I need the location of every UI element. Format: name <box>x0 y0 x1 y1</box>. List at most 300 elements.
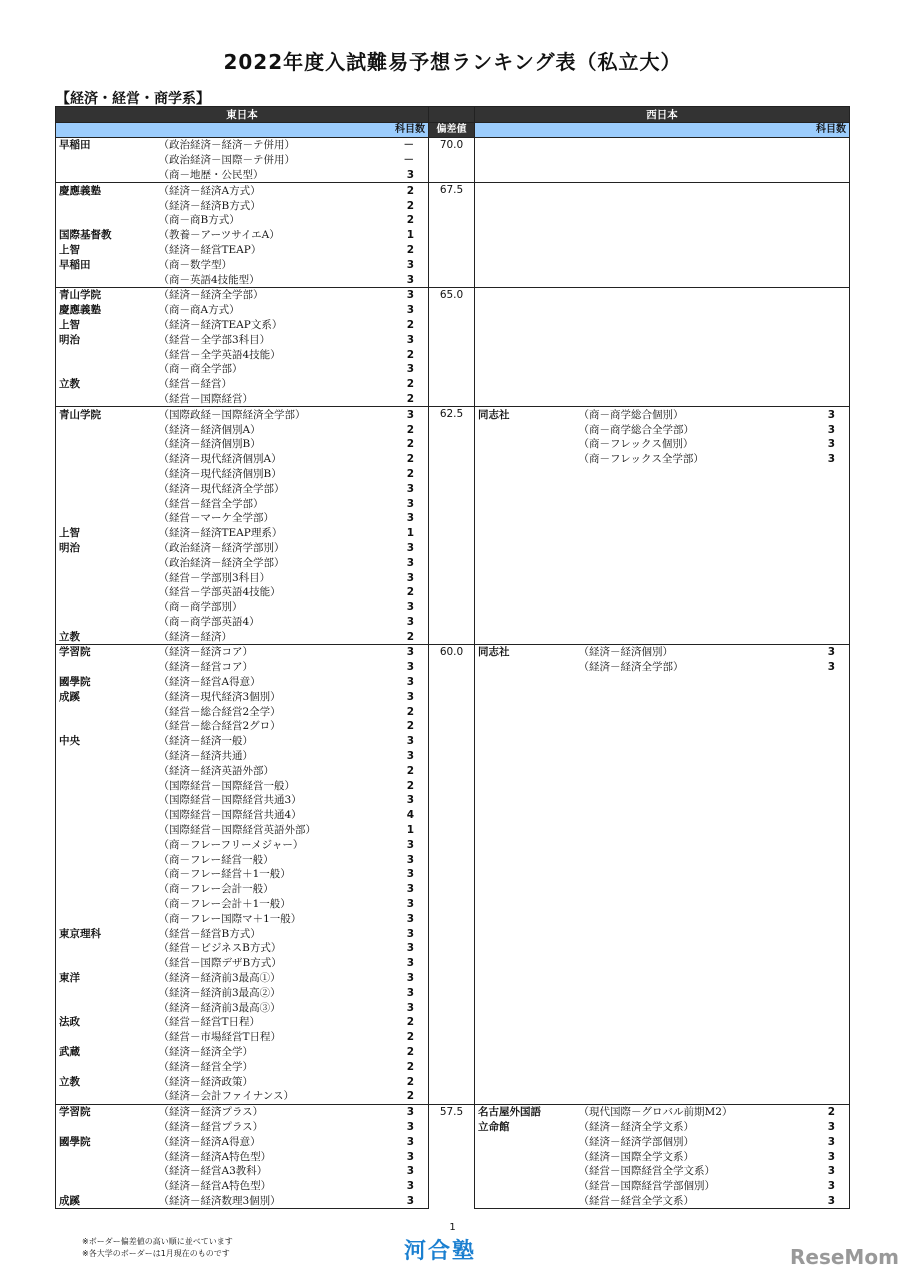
east-subject-count: 3 <box>391 481 429 496</box>
west-university <box>475 1179 576 1194</box>
deviation-score: 60.0 <box>429 645 475 1105</box>
east-subject-count: 1 <box>391 526 429 541</box>
west-subject-count <box>802 941 850 956</box>
west-university <box>475 897 576 912</box>
west-university <box>475 168 576 183</box>
east-university: 國學院 <box>56 1134 156 1149</box>
west-university <box>475 1194 576 1209</box>
west-subject-count <box>802 882 850 897</box>
west-subject-count <box>802 926 850 941</box>
west-subject-count <box>802 956 850 971</box>
west-department: （商－フレックス個別） <box>578 438 694 451</box>
east-university <box>56 704 156 719</box>
east-subject-count: 3 <box>391 734 429 749</box>
east-department: （経済－経済個別B） <box>158 438 261 451</box>
east-subject-count: 2 <box>391 763 429 778</box>
east-university <box>56 1164 156 1179</box>
page-title: 2022年度入試難易予想ランキング表（私立大） <box>223 50 682 74</box>
west-department <box>576 867 802 882</box>
west-department <box>576 956 802 971</box>
west-department <box>576 481 802 496</box>
east-subject-count: 3 <box>391 272 429 287</box>
east-university: 立教 <box>56 1074 156 1089</box>
west-university <box>475 303 576 318</box>
east-subject-count: 3 <box>391 660 429 675</box>
east-subject-count: 3 <box>391 867 429 882</box>
table-row <box>56 138 850 153</box>
east-subject-count: － <box>391 153 429 168</box>
west-subject-count <box>802 392 850 407</box>
west-header: 西日本 <box>475 107 850 123</box>
east-department: （経済－経済コア） <box>156 645 391 660</box>
west-university <box>475 1074 576 1089</box>
west-department <box>576 629 802 644</box>
east-university: 立教 <box>56 629 156 644</box>
west-department <box>576 526 802 541</box>
east-department: （経済－経済前3最高③） <box>158 1001 281 1014</box>
footer-note: ※ボーダー偏差値の高い順に並べています <box>82 1237 233 1246</box>
east-university <box>56 570 156 585</box>
east-university <box>56 763 156 778</box>
east-subject-count: 3 <box>391 897 429 912</box>
west-university <box>475 347 576 362</box>
east-department: （経営－経営全学部） <box>158 497 264 510</box>
west-subject-count: 3 <box>802 1179 850 1194</box>
east-subject-count: 3 <box>391 407 429 422</box>
east-university: 成蹊 <box>56 1194 156 1209</box>
west-department <box>576 243 802 258</box>
east-subject-count: 2 <box>391 1059 429 1074</box>
east-university <box>56 808 156 823</box>
west-subject-count: 3 <box>802 437 850 452</box>
east-department: （商－商A方式） <box>158 304 240 317</box>
east-university <box>56 511 156 526</box>
west-subject-count <box>802 823 850 838</box>
west-university <box>475 837 576 852</box>
west-subject-count <box>802 1030 850 1045</box>
east-university <box>56 481 156 496</box>
east-department: （商－フレー国際マ＋1一般） <box>158 912 302 925</box>
east-subject-count: 2 <box>391 1089 429 1104</box>
east-department: （経済－経済） <box>156 629 391 644</box>
west-university <box>475 808 576 823</box>
east-university: 学習院 <box>56 645 156 660</box>
west-department <box>576 467 802 482</box>
east-university <box>56 168 156 183</box>
east-department: （経済－経済A特色型） <box>158 1150 272 1163</box>
west-subject-count <box>802 272 850 287</box>
east-university <box>56 941 156 956</box>
west-subject-count <box>802 228 850 243</box>
east-department: （商－地歴・公民型） <box>156 168 391 183</box>
east-department: （経済－経営A得意） <box>158 676 261 689</box>
west-subject-count <box>802 600 850 615</box>
west-subject-count <box>802 897 850 912</box>
west-department <box>576 138 802 153</box>
east-university: 早稲田 <box>56 138 156 153</box>
east-department: （経済－経済全学） <box>158 1046 253 1058</box>
east-university <box>56 422 156 437</box>
east-department: （経済－経済前3最高②） <box>158 986 281 999</box>
east-university <box>56 837 156 852</box>
west-university <box>475 138 576 153</box>
west-department <box>576 1000 802 1015</box>
east-department: （経営－学部別3科目） <box>158 571 271 584</box>
table-row <box>56 1104 850 1119</box>
east-university: 慶應義塾 <box>56 303 156 318</box>
deviation-score: 62.5 <box>429 407 475 645</box>
east-department: （教養－アーツサイエA） <box>158 229 280 242</box>
west-department <box>576 570 802 585</box>
east-subject-count: 2 <box>391 1074 429 1089</box>
west-department <box>576 1074 802 1089</box>
west-department <box>576 615 802 630</box>
east-subject-count: 2 <box>391 243 429 258</box>
east-department: （政治経済－国際－テ併用） <box>158 154 295 167</box>
east-department: （経済－経営TEAP） <box>158 243 262 256</box>
east-department: （経営－経営） <box>158 378 232 391</box>
west-university <box>475 437 576 452</box>
west-department <box>576 257 802 272</box>
west-department <box>576 347 802 362</box>
west-university <box>475 198 576 213</box>
east-department: （経済－経済数理3個別） <box>156 1194 391 1209</box>
east-subject-count: － <box>391 138 429 153</box>
east-subject-count: 3 <box>391 1134 429 1149</box>
west-subject-count <box>802 719 850 734</box>
east-university <box>56 555 156 570</box>
west-subject-count <box>802 585 850 600</box>
east-subject-count: 3 <box>391 941 429 956</box>
east-header: 東日本 <box>56 107 429 123</box>
east-department: （商－商B方式） <box>158 214 240 227</box>
east-department: （経済－会計ファイナンス） <box>156 1089 391 1104</box>
west-subject-count <box>802 153 850 168</box>
west-university <box>475 213 576 228</box>
east-university <box>56 911 156 926</box>
west-subject-count <box>802 1059 850 1074</box>
west-subject-count <box>802 629 850 644</box>
east-subject-count: 2 <box>391 629 429 644</box>
west-university: 同志社 <box>475 645 576 660</box>
west-subject-count <box>802 303 850 318</box>
east-subject-count: 3 <box>391 882 429 897</box>
west-department <box>576 911 802 926</box>
east-university <box>56 600 156 615</box>
east-university: 青山学院 <box>56 287 156 302</box>
west-subject-count: 3 <box>802 1134 850 1149</box>
east-subject-count: 3 <box>391 971 429 986</box>
east-university: 成蹊 <box>56 689 156 704</box>
east-department: （経済－経済一般） <box>158 735 253 748</box>
west-university <box>475 496 576 511</box>
west-university: 立命館 <box>475 1120 576 1135</box>
east-subject-count: 3 <box>391 749 429 764</box>
west-subject-count <box>802 138 850 153</box>
east-subject-count: 3 <box>391 1120 429 1135</box>
east-university: 國學院 <box>56 675 156 690</box>
west-department <box>576 823 802 838</box>
west-subject-count <box>802 541 850 556</box>
west-university <box>475 287 576 302</box>
west-university <box>475 956 576 971</box>
east-department: （商－フレー会計一般） <box>158 883 274 896</box>
east-department: （経営－全学部3科目） <box>158 333 271 346</box>
east-university <box>56 778 156 793</box>
east-university <box>56 956 156 971</box>
east-department: （経済－経営全学） <box>158 1060 253 1073</box>
east-department: （商－フレーフリーメジャー） <box>158 838 304 851</box>
west-subject-count <box>802 332 850 347</box>
west-university <box>475 719 576 734</box>
west-department: （経営－国際経営全学文系） <box>578 1165 716 1178</box>
east-university <box>56 392 156 407</box>
east-subject-count: 2 <box>391 719 429 734</box>
west-university <box>475 272 576 287</box>
east-department: （商－英語4技能型） <box>156 272 391 287</box>
west-university <box>475 541 576 556</box>
east-department: （経営－総合経営2グロ） <box>158 720 281 733</box>
west-university <box>475 452 576 467</box>
east-department: （商－フレー経営一般） <box>158 853 274 866</box>
east-subject-count: 3 <box>391 303 429 318</box>
west-university <box>475 1089 576 1104</box>
east-department: （経済－経済全学部） <box>156 287 391 302</box>
east-subject-count: 3 <box>391 1179 429 1194</box>
score-header: 偏差値 <box>429 123 475 138</box>
page-number: 1 <box>449 1222 456 1233</box>
west-university <box>475 660 576 675</box>
east-university <box>56 823 156 838</box>
east-university <box>56 452 156 467</box>
west-department <box>576 318 802 333</box>
table-row <box>56 407 850 422</box>
east-university: 武蔵 <box>56 1045 156 1060</box>
east-subject-count: 3 <box>391 985 429 1000</box>
west-university <box>475 585 576 600</box>
west-subject-count <box>802 1074 850 1089</box>
east-subject-count: 4 <box>391 808 429 823</box>
west-department <box>576 287 802 302</box>
resemom-watermark: ReseMom <box>790 1245 899 1269</box>
score-header-blank <box>429 107 475 123</box>
east-subject-count: 2 <box>391 1045 429 1060</box>
west-department <box>576 600 802 615</box>
east-department: （経済－現代経済全学部） <box>158 482 285 495</box>
west-subject-count <box>802 793 850 808</box>
west-subject-count <box>802 852 850 867</box>
deviation-score: 57.5 <box>429 1104 475 1209</box>
east-subject-count: 3 <box>391 793 429 808</box>
west-department <box>576 272 802 287</box>
east-department: （国際経営－国際経営共通4） <box>158 809 302 822</box>
east-subject-count: 3 <box>391 570 429 585</box>
west-subject-count <box>802 183 850 198</box>
west-university: 名古屋外国語 <box>475 1104 576 1119</box>
east-subject-count: 1 <box>391 228 429 243</box>
east-department: （商－商学部英語4） <box>158 615 260 628</box>
west-university <box>475 422 576 437</box>
west-subject-count <box>802 749 850 764</box>
kawaijuku-logo: 河合塾 <box>404 1239 477 1264</box>
west-department <box>576 585 802 600</box>
east-department: （経営－市場経営T日程） <box>158 1031 282 1044</box>
west-department <box>576 837 802 852</box>
east-university <box>56 1089 156 1104</box>
west-subject-count: 3 <box>802 1149 850 1164</box>
east-subject-count: 3 <box>391 926 429 941</box>
west-department <box>576 763 802 778</box>
west-university <box>475 749 576 764</box>
east-department: （政治経済－経済学部別） <box>158 541 285 554</box>
east-subject-count: 2 <box>391 347 429 362</box>
west-university <box>475 689 576 704</box>
west-department <box>576 1059 802 1074</box>
east-subject-count: 2 <box>391 1030 429 1045</box>
west-department <box>576 332 802 347</box>
east-department: （経済－経済TEAP文系） <box>158 318 283 331</box>
east-university <box>56 1000 156 1015</box>
west-subject-count <box>802 911 850 926</box>
east-department: （経営－国際経営） <box>156 392 391 407</box>
east-department: （経済－経営コア） <box>158 661 253 674</box>
east-subject-count: 3 <box>391 615 429 630</box>
east-subject-count: 2 <box>391 452 429 467</box>
east-department: （経済－経済個別A） <box>158 423 261 436</box>
west-subject-count: 3 <box>802 1120 850 1135</box>
west-count-header: 科目数 <box>475 123 850 138</box>
east-subject-count: 3 <box>391 1000 429 1015</box>
west-subject-count <box>802 318 850 333</box>
west-university <box>475 971 576 986</box>
east-university <box>56 1030 156 1045</box>
east-subject-count: 3 <box>391 837 429 852</box>
east-university <box>56 1120 156 1135</box>
west-subject-count <box>802 734 850 749</box>
west-university <box>475 1149 576 1164</box>
west-department <box>576 392 802 407</box>
ranking-table <box>55 106 850 1209</box>
east-university: 上智 <box>56 243 156 258</box>
west-university <box>475 882 576 897</box>
west-university <box>475 257 576 272</box>
east-department: （商－フレー会計＋1一般） <box>158 898 291 911</box>
east-subject-count: 3 <box>391 956 429 971</box>
east-university <box>56 749 156 764</box>
east-department: （政治経済－経済全学部） <box>158 556 285 569</box>
west-subject-count <box>802 287 850 302</box>
east-university: 明治 <box>56 541 156 556</box>
east-university <box>56 496 156 511</box>
west-subject-count <box>802 347 850 362</box>
east-university <box>56 213 156 228</box>
west-subject-count <box>802 867 850 882</box>
west-university <box>475 377 576 392</box>
east-university: 立教 <box>56 377 156 392</box>
west-university <box>475 318 576 333</box>
east-university <box>56 1149 156 1164</box>
west-subject-count <box>802 168 850 183</box>
west-university <box>475 600 576 615</box>
table-row <box>56 183 850 198</box>
west-subject-count <box>802 213 850 228</box>
east-university: 東京理科 <box>56 926 156 941</box>
footer-notes <box>82 1236 233 1260</box>
west-subject-count <box>802 1045 850 1060</box>
west-subject-count <box>802 570 850 585</box>
west-subject-count: 3 <box>802 645 850 660</box>
west-department <box>576 852 802 867</box>
east-department: （商－商全学部） <box>158 363 243 376</box>
west-university <box>475 570 576 585</box>
west-department: （経済－国際全学文系） <box>578 1150 695 1163</box>
west-university <box>475 511 576 526</box>
west-department <box>576 719 802 734</box>
west-university <box>475 629 576 644</box>
east-subject-count: 3 <box>391 675 429 690</box>
deviation-score: 67.5 <box>429 183 475 288</box>
west-university <box>475 183 576 198</box>
east-university: 上智 <box>56 318 156 333</box>
west-university <box>475 615 576 630</box>
east-university <box>56 985 156 1000</box>
west-department <box>576 511 802 526</box>
west-subject-count: 3 <box>802 452 850 467</box>
west-subject-count <box>802 481 850 496</box>
east-department: （経済－経営A特色型） <box>158 1180 272 1193</box>
west-department <box>576 303 802 318</box>
east-university <box>56 437 156 452</box>
west-subject-count <box>802 985 850 1000</box>
east-subject-count: 2 <box>391 778 429 793</box>
east-subject-count: 3 <box>391 541 429 556</box>
west-university <box>475 243 576 258</box>
east-subject-count: 3 <box>391 496 429 511</box>
west-university <box>475 555 576 570</box>
west-subject-count <box>802 1089 850 1104</box>
west-university <box>475 526 576 541</box>
east-university: 上智 <box>56 526 156 541</box>
east-subject-count: 2 <box>391 392 429 407</box>
east-subject-count: 3 <box>391 1149 429 1164</box>
west-department <box>576 926 802 941</box>
west-department <box>576 704 802 719</box>
west-subject-count: 3 <box>802 422 850 437</box>
west-department <box>576 689 802 704</box>
west-subject-count <box>802 1015 850 1030</box>
east-subject-count: 3 <box>391 287 429 302</box>
east-department: （経済－経営A3教科） <box>158 1165 268 1178</box>
west-subject-count <box>802 837 850 852</box>
west-university <box>475 734 576 749</box>
east-university <box>56 719 156 734</box>
east-department: （経営－学部英語4技能） <box>158 586 281 599</box>
west-subject-count <box>802 257 850 272</box>
section-heading: 【経済・経営・商学系】 <box>56 91 210 107</box>
east-department: （経済－現代経済個別B） <box>158 467 282 480</box>
east-subject-count: 3 <box>391 1104 429 1119</box>
west-department: （現代国際－グロバル前期M2） <box>576 1104 802 1119</box>
east-department: （経済－経済TEAP理系） <box>158 527 283 540</box>
west-university <box>475 362 576 377</box>
west-subject-count <box>802 778 850 793</box>
west-department <box>576 985 802 1000</box>
west-subject-count: 2 <box>802 1104 850 1119</box>
west-department: （経済－経済学部個別） <box>578 1135 695 1148</box>
east-university: 学習院 <box>56 1104 156 1119</box>
west-department <box>576 168 802 183</box>
east-department: （経済－経済英語外部） <box>158 764 274 777</box>
